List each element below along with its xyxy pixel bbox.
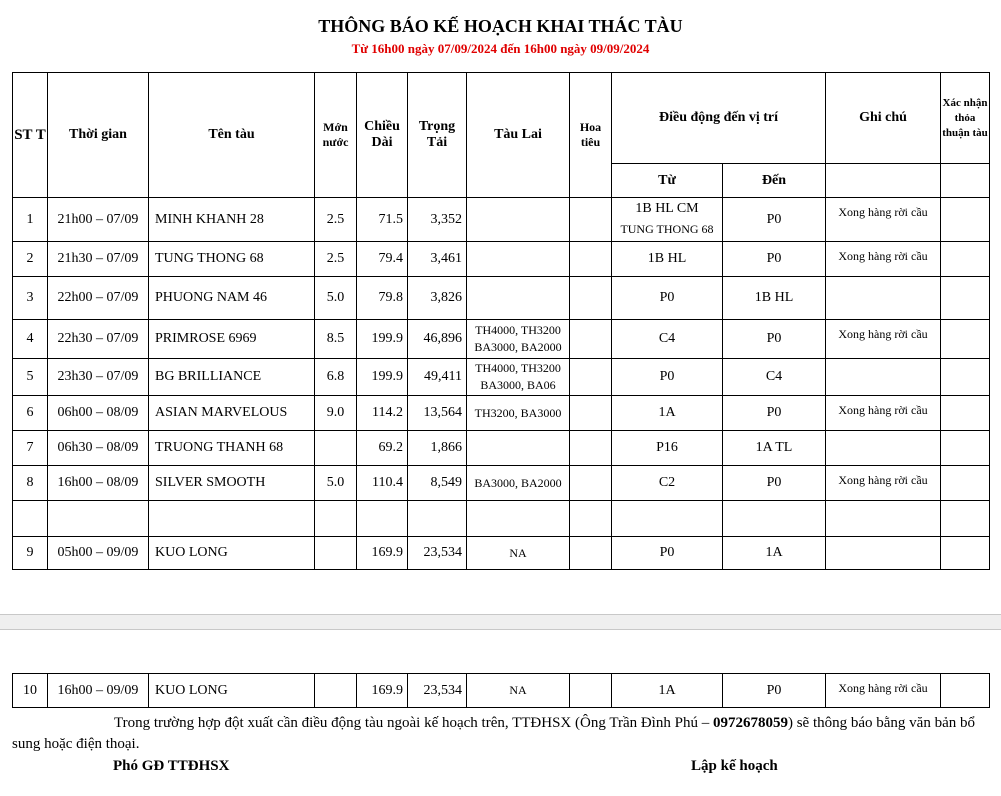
table-row (13, 431, 990, 466)
table-row (13, 537, 990, 570)
row-from: P0 (612, 359, 723, 396)
row-stt: 4 (13, 320, 48, 359)
row-length: 71.5 (357, 198, 408, 242)
row-stt: 8 (13, 466, 48, 501)
row-length: 79.4 (357, 242, 408, 277)
row-to: C4 (723, 359, 826, 396)
row-tonnage: 13,564 (408, 396, 467, 431)
row-draft: 2.5 (315, 198, 357, 242)
row-tonnage: 8,549 (408, 466, 467, 501)
row-draft: 5.0 (315, 277, 357, 320)
row-note: Xong hàng rời cầu (826, 242, 941, 277)
row-from: P0 (612, 537, 723, 570)
row-time: 22h30 – 07/09 (48, 320, 149, 359)
table-row (13, 396, 990, 431)
row-note (826, 277, 941, 320)
row-draft: 6.8 (315, 359, 357, 396)
row-tug: NA (467, 674, 570, 708)
row-pilot (570, 242, 612, 277)
row-to: P0 (723, 242, 826, 277)
row-pilot (570, 431, 612, 466)
row-draft: 2.5 (315, 242, 357, 277)
row-stt: 1 (13, 198, 48, 242)
row-draft (315, 537, 357, 570)
row-ship: KUO LONG (149, 537, 315, 570)
row-length: 69.2 (357, 431, 408, 466)
row-note: Xong hàng rời cầu (826, 320, 941, 359)
row-confirm (941, 674, 990, 708)
header-stt: ST T (13, 73, 48, 198)
row-confirm (941, 431, 990, 466)
row-tug (467, 242, 570, 277)
row-time: 22h00 – 07/09 (48, 277, 149, 320)
header-confirm-blank (941, 164, 990, 198)
row-to: 1B HL (723, 277, 826, 320)
row-note: Xong hàng rời cầu (826, 198, 941, 242)
row-time: 21h00 – 07/09 (48, 198, 149, 242)
row-time: 05h00 – 09/09 (48, 537, 149, 570)
header-to: Đến (723, 164, 826, 198)
header-time: Thời gian (48, 73, 149, 198)
row-note: Xong hàng rời cầu (826, 674, 941, 708)
row-length: 199.9 (357, 320, 408, 359)
row-confirm (941, 396, 990, 431)
signature-deputy-director: Phó GĐ TTĐHSX (113, 758, 230, 774)
table-row (13, 466, 990, 501)
header-confirm: Xác nhận thỏa thuận tàu (941, 73, 990, 164)
row-to: P0 (723, 396, 826, 431)
document-subtitle: Từ 16h00 ngày 07/09/2024 đến 16h00 ngày 09/09/2024 (351, 41, 650, 56)
row-confirm (941, 359, 990, 396)
table-row (13, 674, 990, 708)
row-time: 16h00 – 08/09 (48, 466, 149, 501)
row-pilot (570, 674, 612, 708)
page-break (0, 614, 1001, 630)
row-pilot (570, 359, 612, 396)
table-row (13, 359, 990, 396)
header-move-to: Điều động đến vị trí (612, 73, 826, 164)
row-ship: ASIAN MARVELOUS (149, 396, 315, 431)
row-from: P16 (612, 431, 723, 466)
row-length: 114.2 (357, 396, 408, 431)
row-pilot (570, 466, 612, 501)
row-note: Xong hàng rời cầu (826, 396, 941, 431)
row-tonnage: 23,534 (408, 674, 467, 708)
row-pilot (570, 320, 612, 359)
row-note (826, 537, 941, 570)
header-pilot: Hoa tiêu (570, 73, 612, 198)
row-confirm (941, 466, 990, 501)
row-time: 06h00 – 08/09 (48, 396, 149, 431)
row-draft (315, 431, 357, 466)
row-confirm (941, 320, 990, 359)
header-from: Từ (612, 164, 723, 198)
empty-row (13, 501, 990, 537)
header-ship-name: Tên tàu (149, 73, 315, 198)
row-confirm (941, 242, 990, 277)
signature-planner: Lập kế hoạch (691, 758, 778, 774)
contact-phone: 0972678059 (712, 715, 788, 731)
row-draft: 9.0 (315, 396, 357, 431)
document-title: THÔNG BÁO KẾ HOẠCH KHAI THÁC TÀU (318, 16, 683, 36)
row-stt: 10 (13, 674, 48, 708)
row-tug: NA (467, 537, 570, 570)
row-pilot (570, 537, 612, 570)
ship-plan-table (12, 72, 990, 570)
row-stt: 9 (13, 537, 48, 570)
table-row (13, 242, 990, 277)
row-to: P0 (723, 674, 826, 708)
ship-plan-table-continued (12, 673, 990, 708)
row-to: P0 (723, 198, 826, 242)
header-tonnage: Trọng Tải (408, 73, 467, 198)
row-ship: SILVER SMOOTH (149, 466, 315, 501)
row-confirm (941, 537, 990, 570)
row-tug: TH4000, TH3200 BA3000, BA06 (467, 359, 570, 396)
row-tonnage: 23,534 (408, 537, 467, 570)
row-to: P0 (723, 320, 826, 359)
row-note (826, 359, 941, 396)
table-row (13, 277, 990, 320)
row-ship: KUO LONG (149, 674, 315, 708)
row-pilot (570, 198, 612, 242)
row-tonnage: 3,826 (408, 277, 467, 320)
row-confirm (941, 277, 990, 320)
row-from: 1A (612, 674, 723, 708)
row-tonnage: 3,461 (408, 242, 467, 277)
row-from: 1B HL (612, 242, 723, 277)
row-tonnage: 49,411 (408, 359, 467, 396)
row-length: 169.9 (357, 537, 408, 570)
row-time: 23h30 – 07/09 (48, 359, 149, 396)
row-from: C2 (612, 466, 723, 501)
row-tug (467, 431, 570, 466)
row-length: 199.9 (357, 359, 408, 396)
row-ship: PRIMROSE 6969 (149, 320, 315, 359)
row-note (826, 431, 941, 466)
row-tonnage: 1,866 (408, 431, 467, 466)
row-pilot (570, 277, 612, 320)
row-to: 1A TL (723, 431, 826, 466)
row-tonnage: 46,896 (408, 320, 467, 359)
row-time: 16h00 – 09/09 (48, 674, 149, 708)
header-draft: Mớn nước (315, 73, 357, 198)
row-tonnage: 3,352 (408, 198, 467, 242)
row-ship: BG BRILLIANCE (149, 359, 315, 396)
row-pilot (570, 396, 612, 431)
row-from: C4 (612, 320, 723, 359)
row-length: 79.8 (357, 277, 408, 320)
row-tug: TH3200, BA3000 (467, 396, 570, 431)
row-to: 1A (723, 537, 826, 570)
row-confirm (941, 198, 990, 242)
table-row (13, 198, 990, 242)
row-draft: 8.5 (315, 320, 357, 359)
row-stt: 6 (13, 396, 48, 431)
row-tug (467, 198, 570, 242)
row-ship: PHUONG NAM 46 (149, 277, 315, 320)
row-length: 110.4 (357, 466, 408, 501)
row-tug (467, 277, 570, 320)
header-note-blank (826, 164, 941, 198)
row-ship: TRUONG THANH 68 (149, 431, 315, 466)
row-stt: 2 (13, 242, 48, 277)
row-ship: MINH KHANH 28 (149, 198, 315, 242)
footer-notice: Trong trường hợp đột xuất cần điều động tàu ngoài kế hoạch trên, TTĐHSX (Ông Trần Đình Phú – 0972678059) sẽ thông báo bằng văn bản bổ sung hoặc điện thoại. (12, 715, 975, 752)
header-tug: Tàu Lai (467, 73, 570, 198)
header-length: Chiều Dài (357, 73, 408, 198)
row-ship: TUNG THONG 68 (149, 242, 315, 277)
row-draft: 5.0 (315, 466, 357, 501)
row-tug: TH4000, TH3200 BA3000, BA2000 (467, 320, 570, 359)
row-from: P0 (612, 277, 723, 320)
row-stt: 5 (13, 359, 48, 396)
row-time: 21h30 – 07/09 (48, 242, 149, 277)
table-row (13, 320, 990, 359)
row-draft (315, 674, 357, 708)
row-note: Xong hàng rời cầu (826, 466, 941, 501)
row-time: 06h30 – 08/09 (48, 431, 149, 466)
row-to: P0 (723, 466, 826, 501)
row-stt: 3 (13, 277, 48, 320)
row-from: 1A (612, 396, 723, 431)
header-note: Ghi chú (826, 73, 941, 164)
row-tug: BA3000, BA2000 (467, 466, 570, 501)
row-stt: 7 (13, 431, 48, 466)
row-from: 1B HL CM TUNG THONG 68 (612, 198, 723, 242)
row-length: 169.9 (357, 674, 408, 708)
